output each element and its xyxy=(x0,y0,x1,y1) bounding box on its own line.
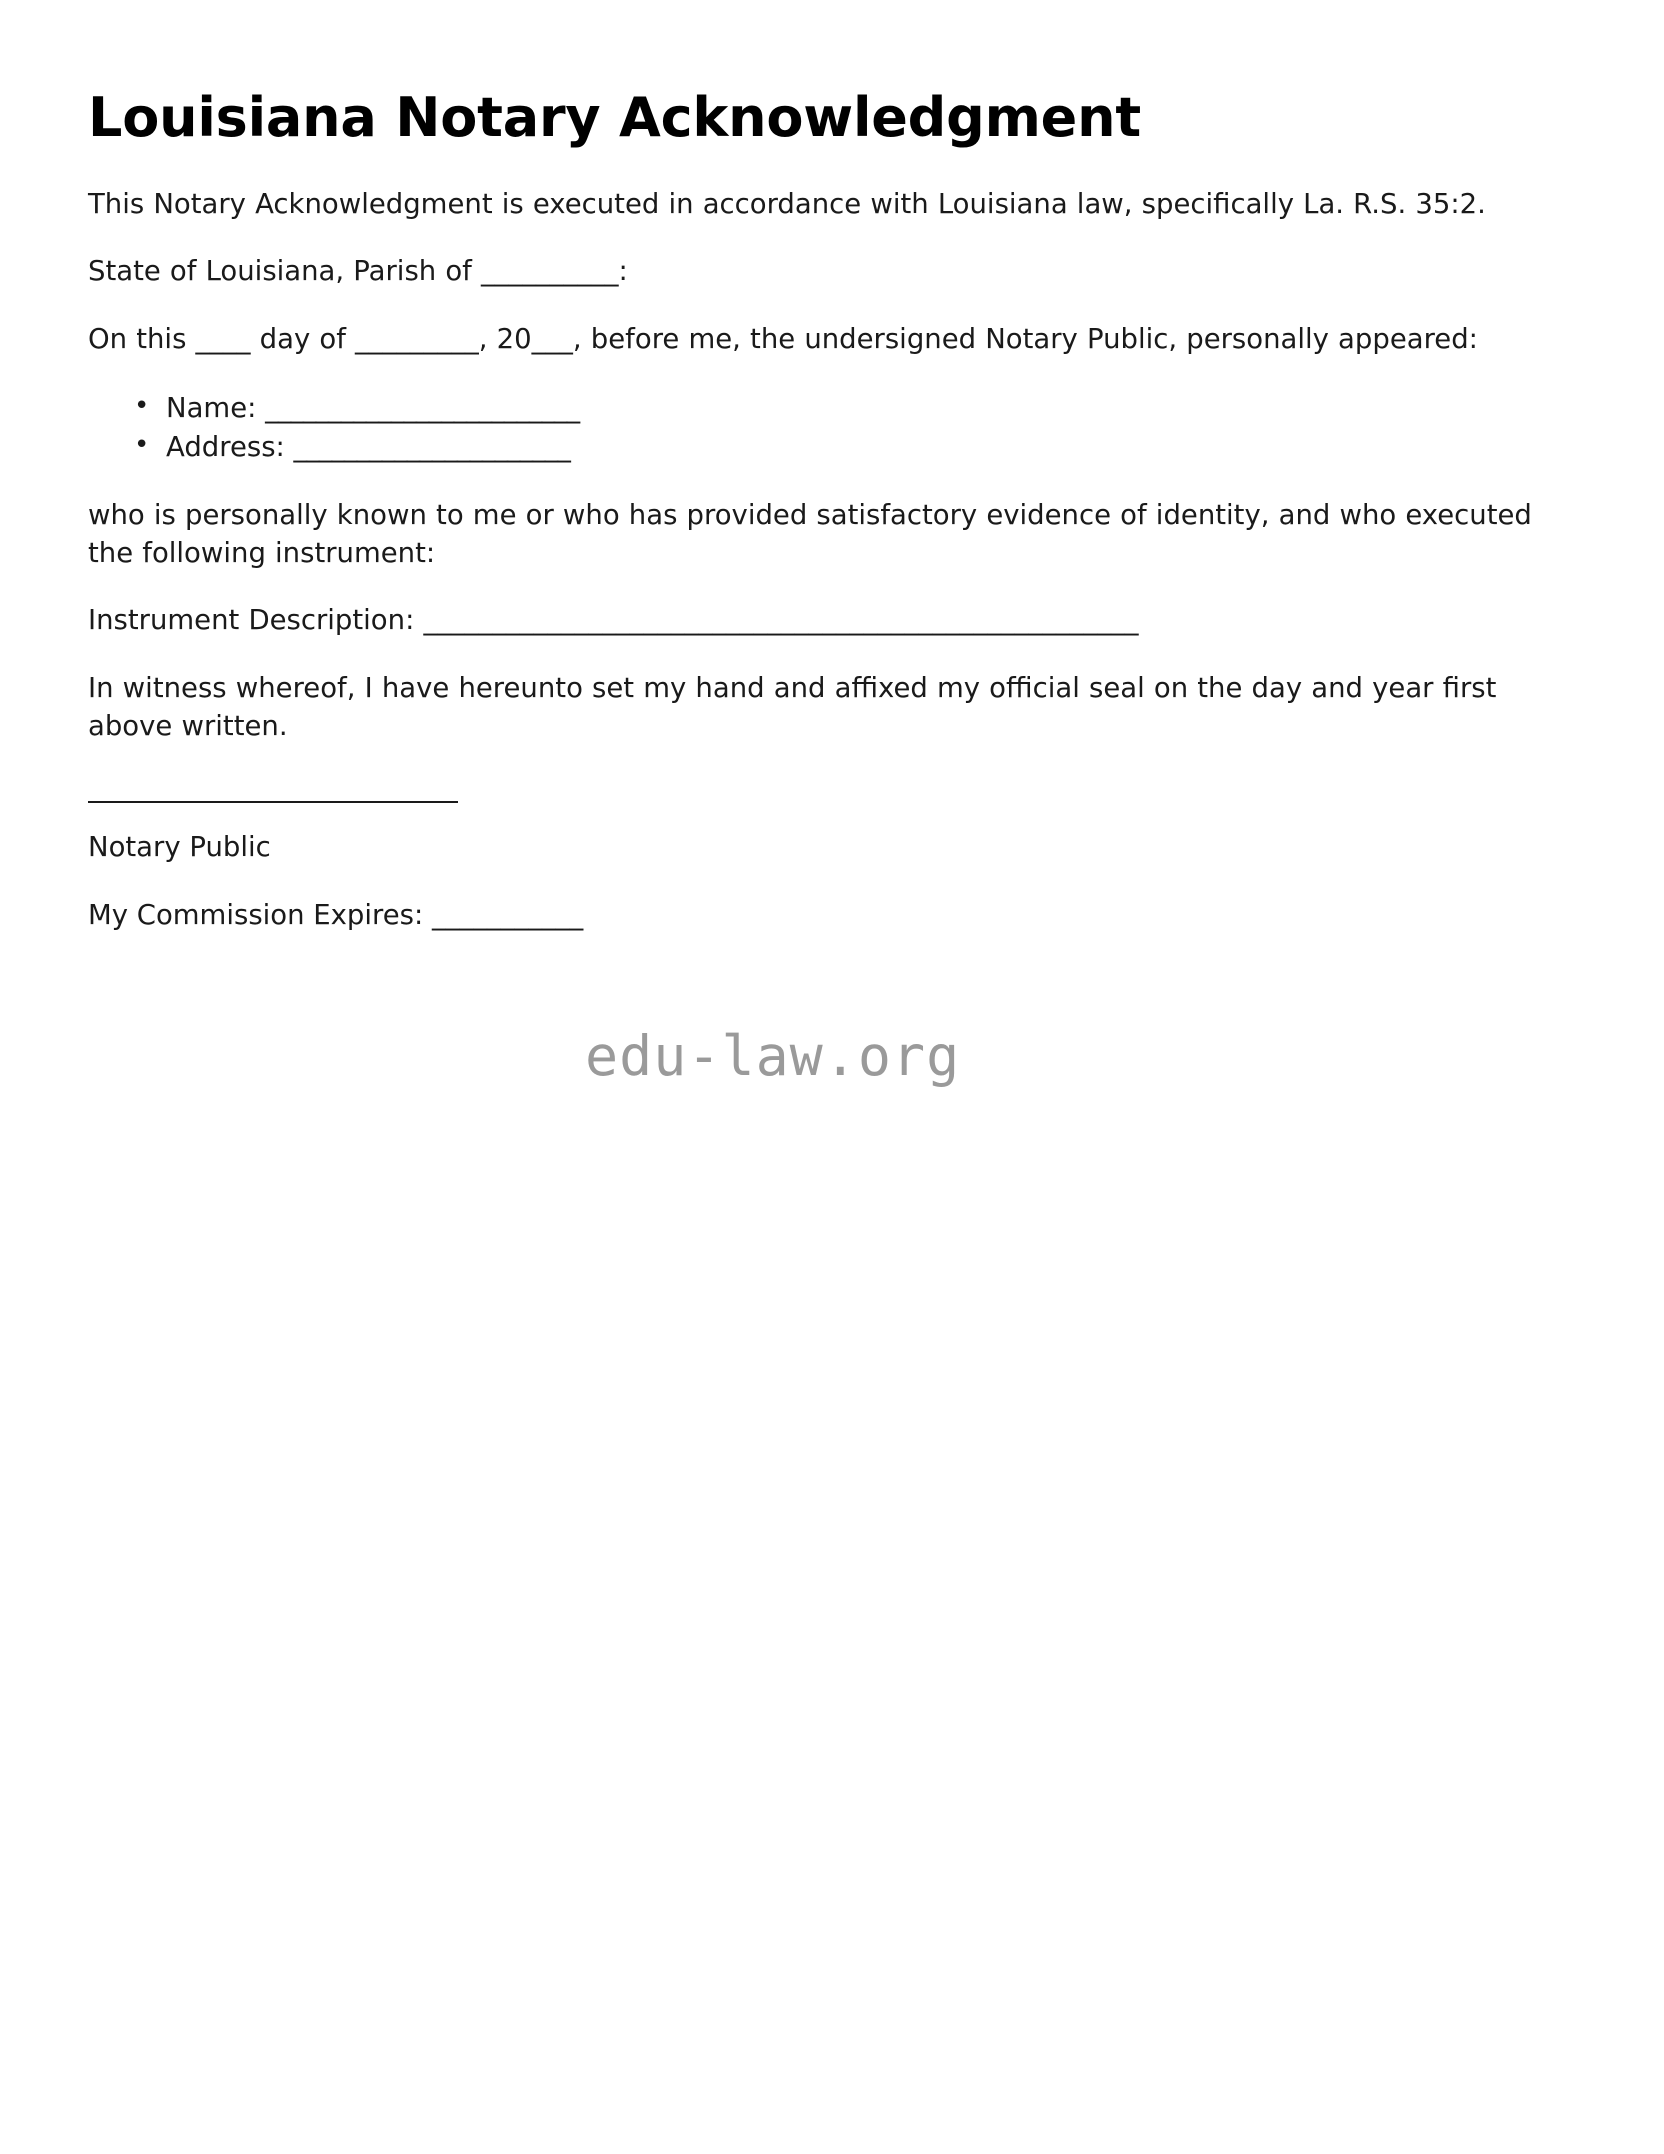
identity-paragraph: who is personally known to me or who has provided satisfactory evidence of identity, and who executed the following instrument: xyxy=(88,498,1532,569)
site-watermark: edu-law.org xyxy=(585,1024,961,1088)
address-field-blank: ______________________ xyxy=(293,430,570,463)
commission-expires-line: My Commission Expires: ___________ xyxy=(88,898,584,931)
document-body xyxy=(88,86,1544,935)
list-item-name xyxy=(134,389,1544,428)
signature-label: Notary Public xyxy=(88,831,271,864)
address-field-label: Address: xyxy=(166,430,285,463)
page-title: Louisiana Notary Acknowledgment xyxy=(88,86,1141,149)
signature-rule xyxy=(88,801,458,803)
party-field-list xyxy=(88,389,1544,467)
list-item-address xyxy=(134,428,1544,467)
instrument-description-line: Instrument Description: ____________________________________________________ xyxy=(88,604,1139,637)
state-parish-line: State of Louisiana, Parish of __________: xyxy=(88,255,628,288)
name-field-blank: _________________________ xyxy=(265,391,579,424)
witness-paragraph: In witness whereof, I have hereunto set my hand and affixed my official seal on the day and year first above written. xyxy=(88,671,1497,742)
intro-paragraph: This Notary Acknowledgment is executed in accordance with Louisiana law, specifically La. R.S. 35:2. xyxy=(88,187,1486,220)
name-field-label: Name: xyxy=(166,391,257,424)
date-appearance-line: On this ____ day of _________, 20___, before me, the undersigned Notary Public, personally appeared: xyxy=(88,323,1478,356)
